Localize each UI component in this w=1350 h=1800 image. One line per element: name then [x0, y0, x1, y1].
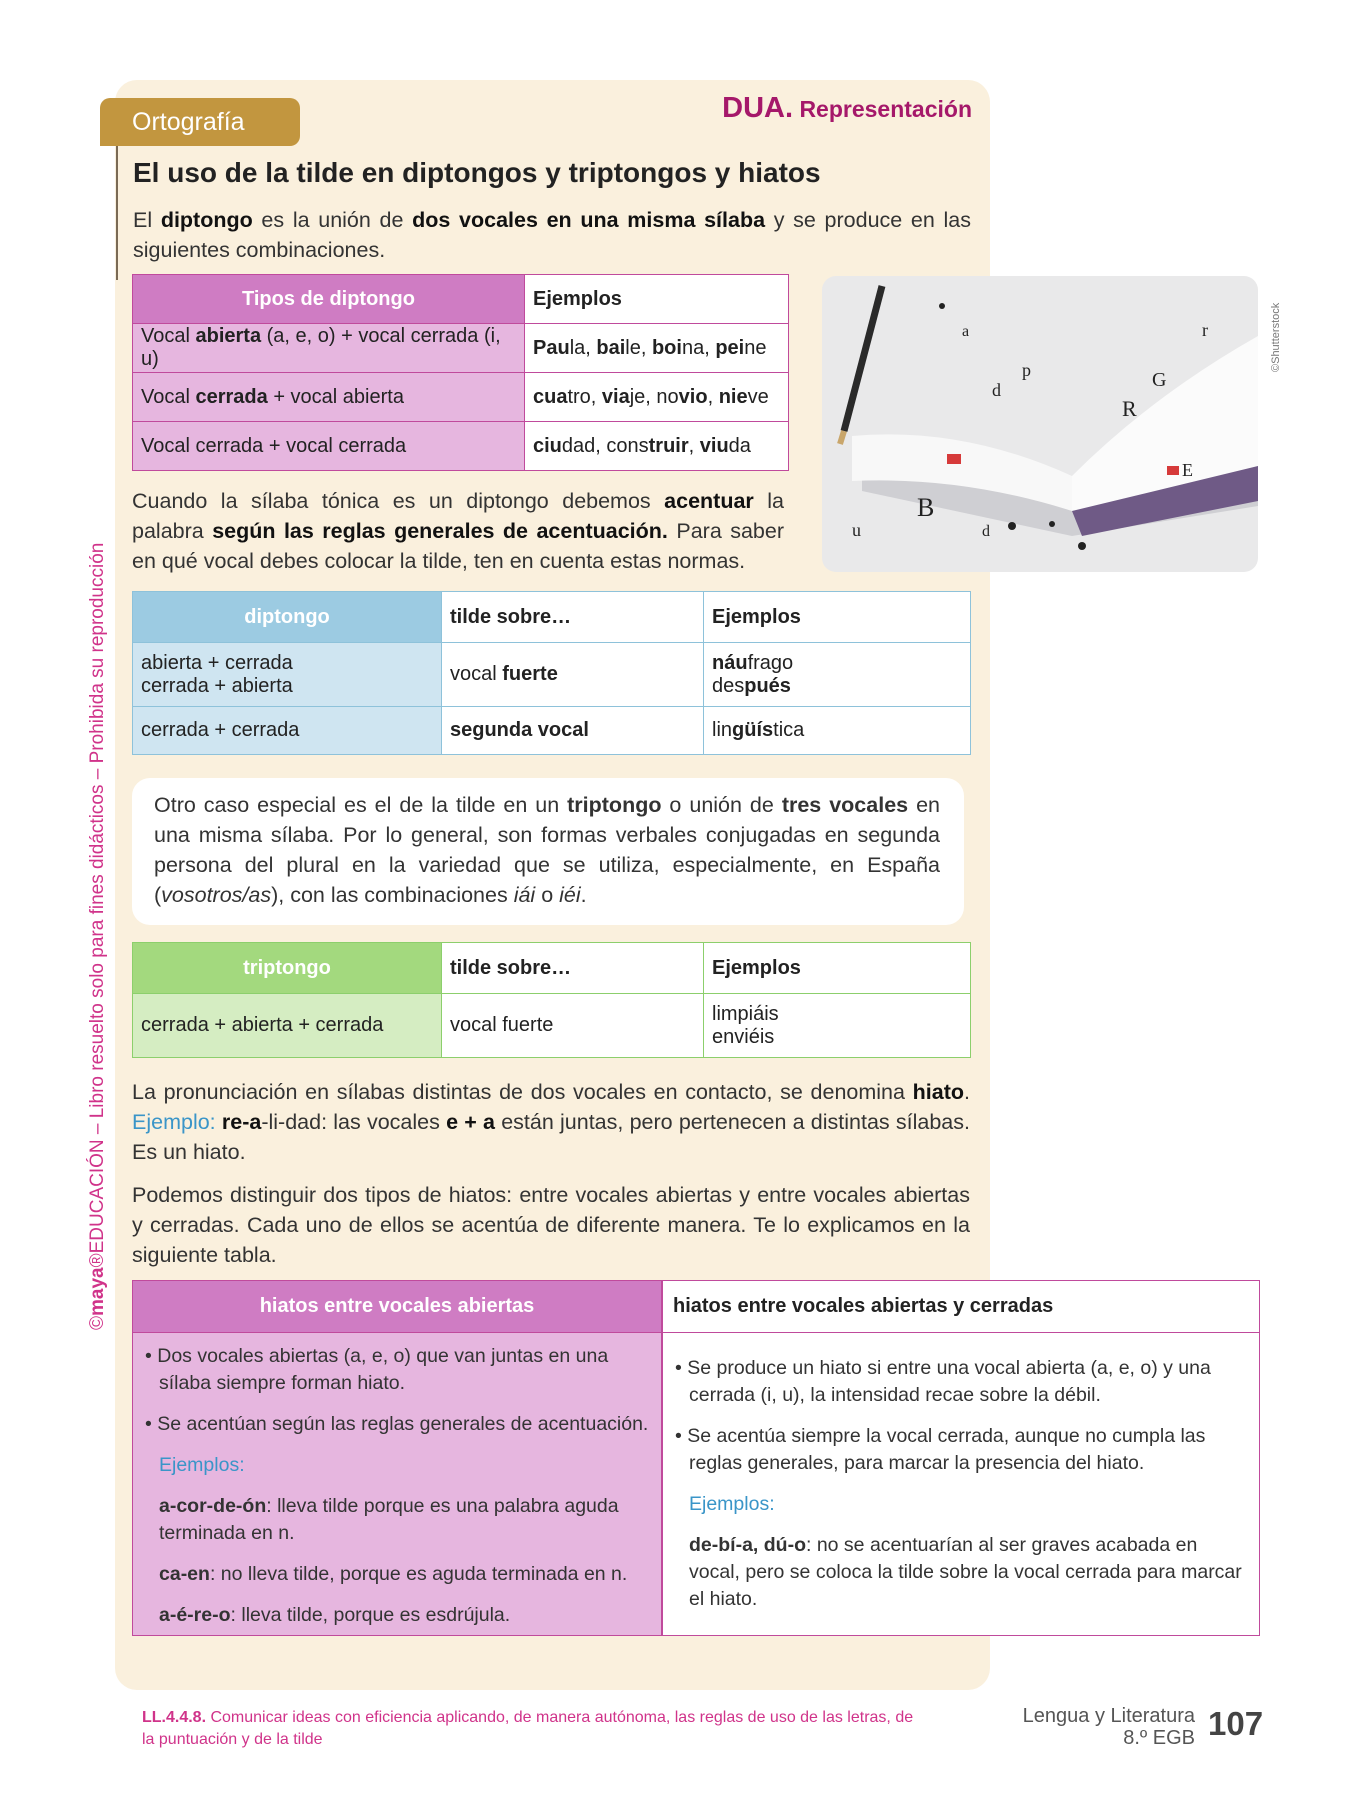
- table-header: hiatos entre vocales abiertas: [133, 1281, 661, 1333]
- table-header: tilde sobre…: [442, 943, 704, 994]
- hiato-mixed-column: [662, 1280, 1260, 1636]
- example-item: ca-en: no lleva tilde, porque es aguda terminada en n.: [159, 1563, 628, 1585]
- table-cell: segunda vocal: [442, 707, 704, 755]
- table-header: Tipos de diptongo: [133, 275, 525, 324]
- svg-text:a: a: [962, 323, 970, 340]
- curriculum-footer: LL.4.4.8. Comunicar ideas con eficiencia aplicando, de manera autónoma, las reglas de uso de las letras, de la puntuación y de la tilde: [142, 1709, 914, 1748]
- list-item: • Dos vocales abiertas (a, e, o) que van juntas en una sílaba siempre forman hiato.: [145, 1345, 609, 1394]
- list-item: • Se acentúan según las reglas generales de acentuación.: [145, 1413, 649, 1435]
- table-cell: cerrada + cerrada: [133, 707, 442, 755]
- table-cell: náufrago después: [704, 643, 971, 707]
- book-letters-photo: [822, 276, 1258, 572]
- hiato-paragraph: La pronunciación en sílabas distintas de dos vocales en contacto, se denomina hiato. Ejemplo: re-a-li-dad: las vocales e + a están juntas, pero pertenecen a distintas sílabas. Es un hiato.: [132, 1080, 970, 1164]
- table-header: triptongo: [133, 943, 442, 994]
- dua-label: DUA. Representación: [722, 92, 972, 124]
- svg-text:d: d: [992, 380, 1001, 400]
- photo-credit: ©Shutterstock: [1270, 302, 1282, 372]
- svg-text:E: E: [1182, 460, 1193, 480]
- list-item: • Se acentúa siempre la vocal cerrada, aunque no cumpla las reglas generales, para marcar la presencia del hiato.: [675, 1425, 1206, 1474]
- table-header: diptongo: [133, 592, 442, 643]
- page-title: El uso de la tilde en diptongos y triptongos y hiatos: [133, 157, 821, 188]
- diphthong-accent-table: [132, 591, 971, 755]
- table-cell: limpiáis enviéis: [704, 994, 971, 1058]
- table-cell: Paula, baile, boina, peine: [525, 324, 789, 373]
- table-header: hiatos entre vocales abiertas y cerradas: [663, 1281, 1259, 1333]
- svg-text:B: B: [917, 493, 935, 522]
- example-item: de-bí-a, dú-o: no se acentuarían al ser graves acabada en vocal, pero se coloca la tilde sobre la vocal cerrada para marcar el hiato.: [689, 1534, 1242, 1610]
- triphthong-table: [132, 942, 971, 1058]
- subject-label: Lengua y Literatura 8.º EGB: [1022, 1705, 1195, 1749]
- table-cell: ciudad, construir, viuda: [525, 422, 789, 471]
- example-item: a-é-re-o: lleva tilde, porque es esdrújula.: [159, 1604, 511, 1626]
- examples-label: Ejemplos:: [159, 1454, 245, 1476]
- list-item: • Se produce un hiato si entre una vocal abierta (a, e, o) y una cerrada (i, u), la intensidad recae sobre la débil.: [675, 1357, 1211, 1406]
- examples-label: Ejemplos:: [689, 1493, 775, 1515]
- table-cell: vocal fuerte: [442, 994, 704, 1058]
- table-cell: vocal fuerte: [442, 643, 704, 707]
- section-tab: Ortografía: [100, 98, 300, 146]
- table-header: Ejemplos: [704, 592, 971, 643]
- page-number: 107: [1208, 1705, 1264, 1742]
- table-header: Ejemplos: [525, 275, 789, 324]
- table-cell: cerrada + abierta + cerrada: [133, 994, 442, 1058]
- table-cell: Vocal cerrada + vocal abierta: [133, 373, 525, 422]
- triphthong-note: Otro caso especial es el de la tilde en un triptongo o unión de tres vocales en una misma sílaba. Por lo general, son formas verbales conjugadas en segunda persona del plural en la variedad que se utiliza, especialmente, en España (vosotros/as), con las combinaciones iái o iéi.: [132, 778, 964, 925]
- example-item: a-cor-de-ón: lleva tilde porque es una palabra aguda terminada en n.: [159, 1495, 619, 1544]
- table-cell: abierta + cerrada cerrada + abierta: [133, 643, 442, 707]
- hiato-types-paragraph: Podemos distinguir dos tipos de hiatos: entre vocales abiertas y entre vocales abiertas y cerradas. Cada uno de ellos se acentúa de diferente manera. Te lo explicamos en la siguiente tabla.: [132, 1183, 970, 1267]
- hiato-open-column: [132, 1280, 662, 1636]
- table-cell: lingüística: [704, 707, 971, 755]
- svg-text:p: p: [1022, 360, 1031, 380]
- table-cell: cuatro, viaje, novio, nieve: [525, 373, 789, 422]
- table-cell: Vocal cerrada + vocal cerrada: [133, 422, 525, 471]
- svg-text:G: G: [1152, 369, 1167, 391]
- table-cell: Vocal abierta (a, e, o) + vocal cerrada (i, u): [133, 324, 525, 373]
- diphthong-types-table: [132, 274, 789, 471]
- section-divider: [116, 135, 118, 280]
- svg-text:d: d: [982, 523, 990, 540]
- table-header: tilde sobre…: [442, 592, 704, 643]
- intro-paragraph: El diptongo es la unión de dos vocales en una misma sílaba y se produce en las siguientes combinaciones.: [133, 208, 972, 262]
- svg-text:u: u: [852, 520, 861, 540]
- accent-paragraph: Cuando la sílaba tónica es un diptongo debemos acentuar la palabra según las reglas generales de acentuación. Para saber en qué vocal debes colocar la tilde, ten en cuenta estas normas.: [132, 489, 785, 573]
- table-header: Ejemplos: [704, 943, 971, 994]
- svg-text:r: r: [1202, 320, 1208, 340]
- copyright-sidebar: ©maya®EDUCACIÓN – Libro resuelto solo para fines didácticos – Prohibida su reproducción: [87, 542, 108, 1330]
- svg-text:R: R: [1122, 396, 1137, 421]
